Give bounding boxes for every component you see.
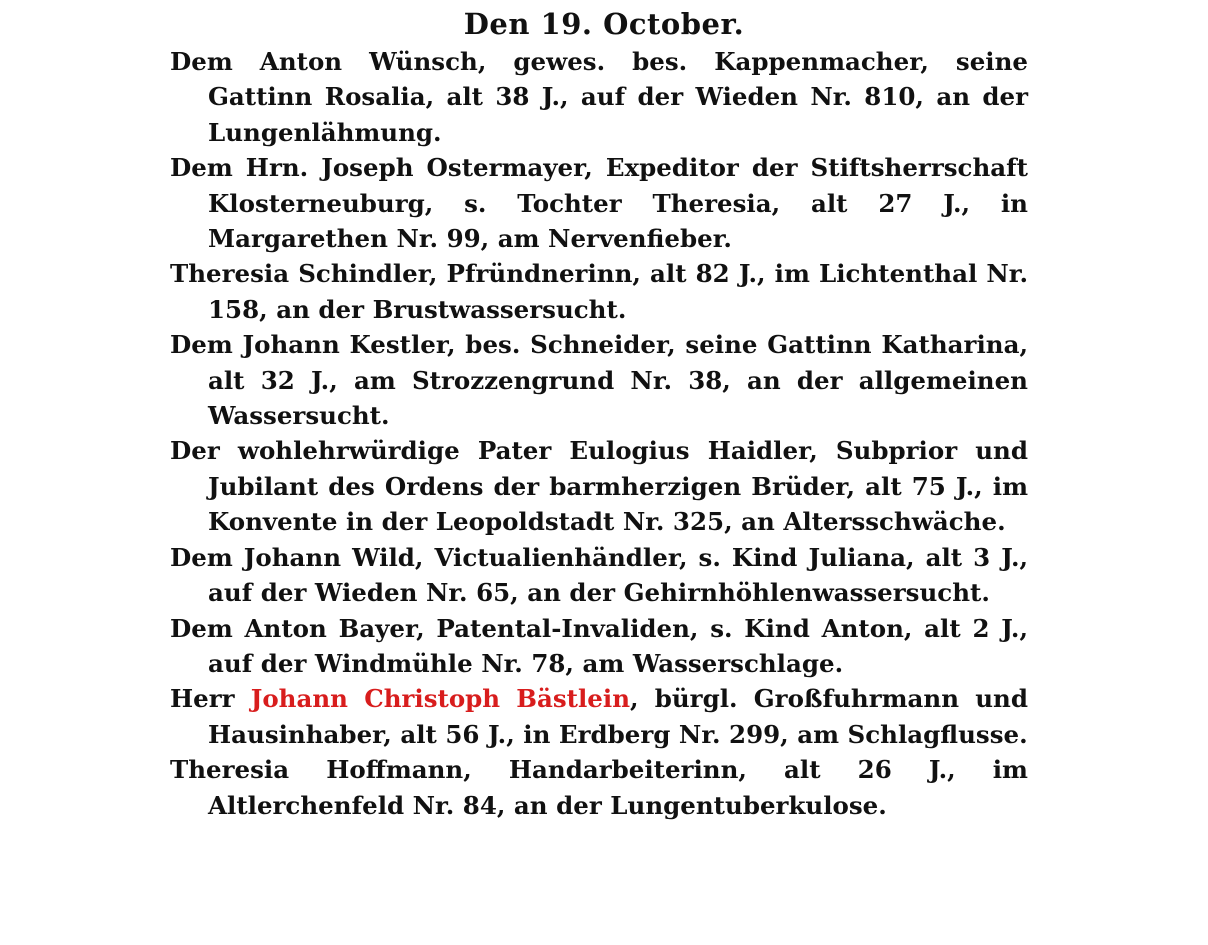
death-notice-entry: Theresia Hoffmann, Handarbeiterinn, alt 26 J., im Altlerchenfeld Nr. 84, an der Lungentuberkulose. [170, 755, 1028, 820]
date-heading: Den 19. October. [463, 7, 745, 41]
death-notice-entry: Dem Anton Wünsch, gewes. bes. Kappenmacher, seine Gattinn Rosalia, alt 38 J., auf der Wieden Nr. 810, an der Lungenlähmung. [170, 47, 1028, 147]
entry-suffix: , bürgl. Großfuhrmann und Hausinhaber, alt 56 J., in Erdberg Nr. 299, am Schlagflusse. [208, 684, 1028, 749]
death-notice-entry: Dem Johann Wild, Victualienhändler, s. Kind Juliana, alt 3 J., auf der Wieden Nr. 65, an der Gehirnhöhlenwassersucht. [170, 542, 1028, 608]
death-notice-entry: Dem Johann Kestler, bes. Schneider, seine Gattinn Katharina, alt 32 J., am Strozzengrund Nr. 38, an der allgemeinen Wassersucht. [170, 330, 1028, 431]
death-notice-entry: Der wohlehrwürdige Pater Eulogius Haidler, Subprior und Jubilant des Ordens der barmherzigen Brüder, alt 75 J., im Konvente in der Leopoldstadt Nr. 325, an Altersschwäche. [170, 436, 1028, 537]
entry-prefix: Herr [170, 684, 251, 714]
death-notice-entry-highlighted [170, 681, 1028, 752]
death-notice-entry: Dem Anton Bayer, Patental-Invaliden, s. Kind Anton, alt 2 J., auf der Windmühle Nr. 78, am Wasserschlage. [170, 613, 1028, 678]
death-notice-entry: Dem Hrn. Joseph Ostermayer, Expeditor der Stiftsherrschaft Klosterneuburg, s. Tochter Theresia, alt 27 J., in Margarethen Nr. 99, am Nervenfieber. [170, 153, 1028, 254]
death-notice-entry: Theresia Schindler, Pfründnerinn, alt 82 J., im Lichtenthal Nr. 158, an der Brustwassersucht. [170, 259, 1028, 324]
death-notice-list [170, 44, 1028, 823]
highlighted-name: Johann Christoph Bästlein [250, 684, 631, 714]
